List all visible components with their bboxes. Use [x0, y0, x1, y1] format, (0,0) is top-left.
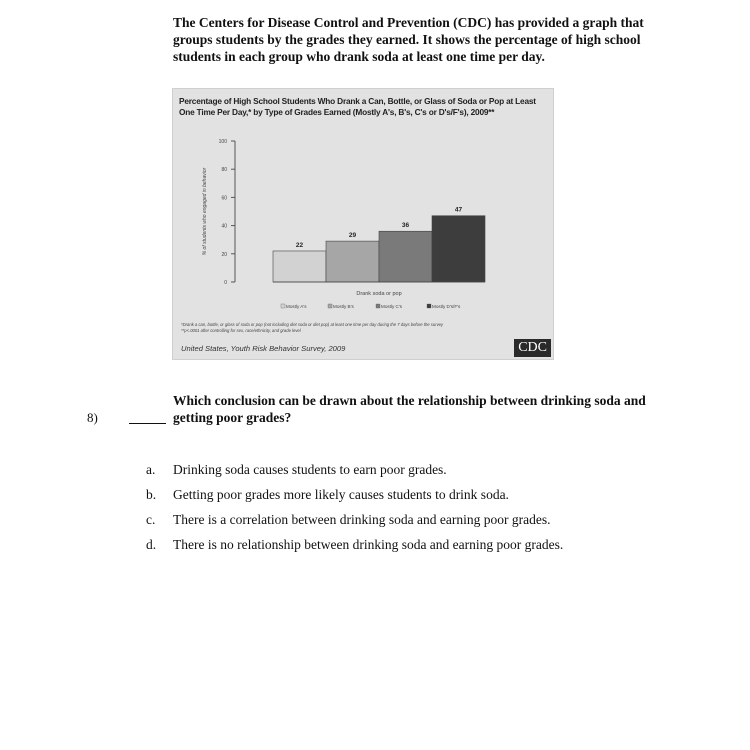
- chart-footnote: [181, 322, 541, 334]
- legend-swatch: [376, 304, 380, 308]
- option-b[interactable]: [146, 482, 563, 507]
- bar-mostly-d-s-f-s: [432, 216, 485, 282]
- option-d[interactable]: [146, 532, 563, 557]
- x-axis-label: Drank soda or pop: [356, 291, 402, 297]
- bar-mostly-a-s: [273, 251, 326, 282]
- chart-title: Percentage of High School Students Who Drank a Can, Bottle, or Glass of Soda or Pop at Least One Time Per Day,* by Type of Grades Earned (Mostly A's, B's, C's or D's/F's), 2009**: [179, 96, 536, 117]
- option-c[interactable]: [146, 507, 563, 532]
- legend-label: Mostly D's/F's: [432, 304, 461, 309]
- legend-label: Mostly A's: [286, 304, 307, 309]
- legend-swatch: [281, 304, 285, 308]
- chart-source: United States, Youth Risk Behavior Survey, 2009: [181, 344, 346, 353]
- option-letter: a.: [146, 462, 156, 477]
- y-tick-label: 60: [221, 195, 227, 202]
- option-text: Drinking soda causes students to earn poor grades.: [173, 462, 447, 477]
- option-a[interactable]: [146, 457, 563, 482]
- bar-mostly-b-s: [326, 241, 379, 282]
- footnote-1: *Drank a can, bottle, or glass of soda or pop (not including diet soda or diet pop) at least one time per day during the 7 days before the survey: [181, 322, 444, 327]
- bar-value-label: 36: [401, 222, 410, 230]
- answer-options: [146, 457, 563, 557]
- cdc-figure: [172, 88, 554, 360]
- y-tick-label: 20: [221, 251, 227, 258]
- legend-label: Mostly B's: [333, 304, 354, 309]
- y-tick-label: 0: [224, 280, 227, 286]
- cdc-logo: CDC: [514, 339, 551, 357]
- bar-value-label: 22: [295, 241, 304, 249]
- option-letter: d.: [146, 537, 157, 552]
- bar-value-label: 29: [348, 232, 357, 240]
- question-number: 8): [87, 410, 98, 425]
- legend-swatch: [427, 304, 431, 308]
- option-letter: c.: [146, 512, 156, 527]
- y-tick-label: 100: [218, 139, 227, 145]
- option-text: Getting poor grades more likely causes students to drink soda.: [173, 487, 509, 502]
- option-text: There is no relationship between drinking soda and earning poor grades.: [173, 537, 564, 552]
- y-tick-label: 80: [221, 167, 227, 174]
- answer-blank[interactable]: [129, 423, 166, 424]
- option-letter: b.: [146, 487, 157, 502]
- option-text: There is a correlation between drinking soda and earning poor grades.: [173, 512, 551, 527]
- y-axis-label: % of students who engaged in behavior: [202, 167, 208, 256]
- bar-value-label: 47: [454, 206, 463, 214]
- legend-label: Mostly C's: [381, 304, 403, 309]
- bar-mostly-c-s: [379, 231, 432, 282]
- legend-swatch: [328, 304, 332, 308]
- intro-paragraph: The Centers for Disease Control and Prevention (CDC) has provided a graph that groups students by the grades they earned. It shows the percentage of high school students in each group who drank soda at least one time per day.: [173, 15, 644, 64]
- footnote-2: **p<.0001 after controlling for sex, race/ethnicity, and grade level: [181, 328, 301, 333]
- bar-chart: [173, 89, 553, 359]
- question-text: Which conclusion can be drawn about the relationship between drinking soda and getting poor grades?: [173, 393, 646, 425]
- y-tick-label: 40: [221, 223, 227, 230]
